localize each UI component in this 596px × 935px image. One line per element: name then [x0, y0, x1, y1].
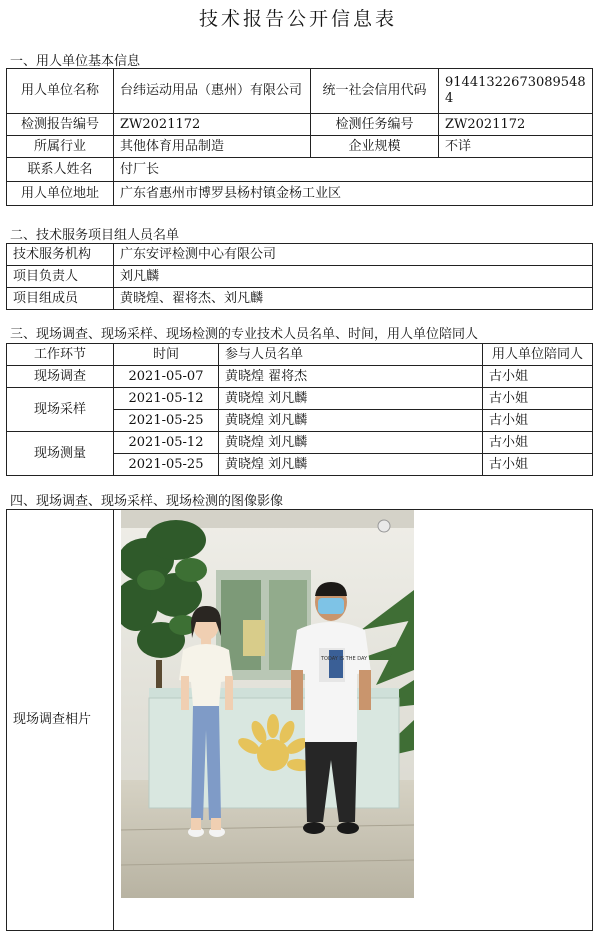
header-staff: 参与人员名单 [219, 344, 483, 366]
header-escort: 用人单位陪同人 [483, 344, 593, 366]
header-stage: 工作环节 [7, 344, 114, 366]
shirt-print: TODAY IS THE DAY [321, 656, 368, 662]
value-credit-code: 91441322673089548​4 [439, 69, 593, 114]
label-contact: 联系人姓名 [7, 158, 114, 182]
table-row [7, 388, 593, 410]
row-date: 2021-05-25 [114, 454, 219, 476]
row-staff: 黄晓煌 翟将杰 [219, 366, 483, 388]
label-task-no: 检测任务编号 [311, 114, 439, 136]
page-title: 技术报告公开信息表 [198, 8, 397, 30]
table-row [7, 432, 593, 454]
section1-heading: 一、用人单位基本信息 [10, 54, 141, 69]
row-staff: 黄晓煌 刘凡麟 [219, 454, 483, 476]
label-address: 用人单位地址 [7, 182, 114, 206]
header-time: 时间 [114, 344, 219, 366]
value-unit-name: 台纬运动用品（惠州）有限公司 [114, 69, 311, 114]
label-project-lead: 项目负责人 [7, 266, 114, 288]
row-date: 2021-05-25 [114, 410, 219, 432]
row-escort: 古小姐 [483, 432, 593, 454]
row-staff: 黄晓煌 刘凡麟 [219, 410, 483, 432]
row-date: 2021-05-12 [114, 388, 219, 410]
value-scale: 不详 [439, 136, 593, 158]
row-date: 2021-05-07 [114, 366, 219, 388]
label-credit-code: 统一社会信用代码 [311, 69, 439, 114]
fieldwork-table [6, 343, 593, 476]
section4-heading: 四、现场调查、现场采样、现场检测的图像影像 [10, 494, 284, 509]
row-escort: 古小姐 [483, 410, 593, 432]
stage-measure: 现场测量 [7, 432, 114, 476]
label-service-org: 技术服务机构 [7, 244, 114, 266]
value-address: 广东省惠州市博罗县杨村镇金杨工业区 [114, 182, 593, 206]
row-escort: 古小姐 [483, 366, 593, 388]
label-scale: 企业规模 [311, 136, 439, 158]
label-industry: 所属行业 [7, 136, 114, 158]
stage-survey: 现场调查 [7, 366, 114, 388]
value-team-members: 黄晓煌、翟将杰、刘凡麟 [114, 288, 593, 310]
value-project-lead: 刘凡麟 [114, 266, 593, 288]
stage-sampling: 现场采样 [7, 388, 114, 432]
site-survey-photo [121, 510, 414, 898]
project-team-table [6, 243, 593, 310]
site-survey-photo-image [121, 510, 414, 898]
value-service-org: 广东安评检测中心有限公司 [114, 244, 593, 266]
row-staff: 黄晓煌 刘凡麟 [219, 388, 483, 410]
value-contact: 付厂长 [114, 158, 593, 182]
row-escort: 古小姐 [483, 454, 593, 476]
label-report-no: 检测报告编号 [7, 114, 114, 136]
label-unit-name: 用人单位名称 [7, 69, 114, 114]
unit-info-table [6, 68, 593, 206]
row-escort: 古小姐 [483, 388, 593, 410]
table-row [7, 366, 593, 388]
value-report-no: ZW2021172 [114, 114, 311, 136]
section2-heading: 二、技术服务项目组人员名单 [10, 228, 180, 243]
row-staff: 黄晓煌 刘凡麟 [219, 432, 483, 454]
row-date: 2021-05-12 [114, 432, 219, 454]
value-industry: 其他体育用品制造 [114, 136, 311, 158]
label-team-members: 项目组成员 [7, 288, 114, 310]
section3-heading: 三、现场调查、现场采样、现场检测的专业技术人员名单、时间，用人单位陪同人 [10, 327, 479, 342]
value-task-no: ZW2021172 [439, 114, 593, 136]
photo-label: 现场调查相片 [7, 510, 114, 931]
